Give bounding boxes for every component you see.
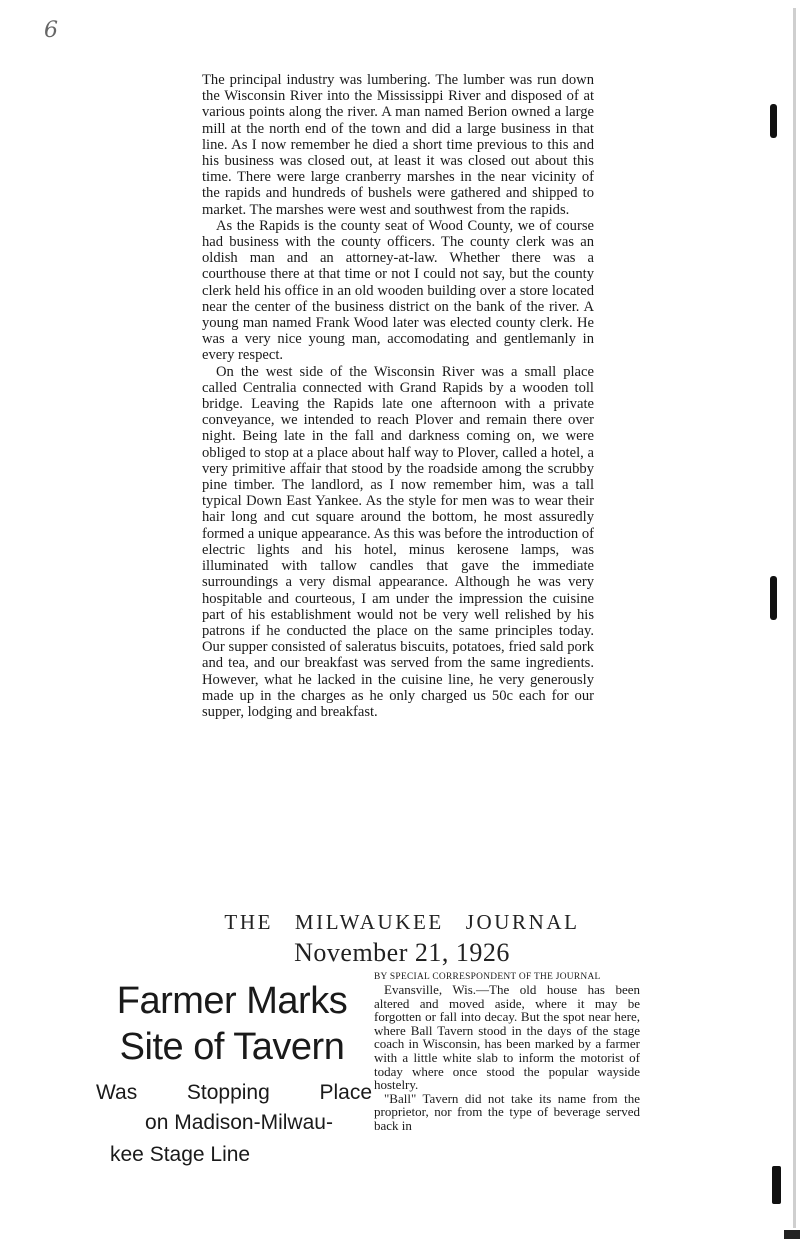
margin-mark	[770, 576, 777, 620]
deck-line: kee Stage Line	[110, 1143, 251, 1166]
scan-corner	[784, 1230, 800, 1239]
clipping-column	[374, 971, 640, 1133]
headline-line: Farmer Marks	[116, 980, 348, 1022]
page-number: 6	[44, 18, 58, 43]
clipping-paragraph: "Ball" Tavern did not take its name from the proprietor, nor from the type of beverage served back in	[374, 1090, 640, 1133]
deck-line: Was Stopping Place	[96, 1081, 372, 1104]
newspaper-date: November 21, 1926	[294, 938, 510, 967]
article-paragraph: On the west side of the Wisconsin River was a small place called Centralia connected with Grand Rapids by a wooden toll bridge. Leaving the Rapids late one afternoon with a private conveyance, we intended to reach Plover and remain there over night. Being late in the fall and darkness coming on, we were obliged to stop at a place about half way to Plover, called a hotel, a very primitive affair that stood by the roadside among the scrubby pine timber. The landlord, as I now remember him, was a tall typical Down East Yankee. As the style for men was to wear their hair long and cut square around the bottom, he most assuredly formed a unique appearance. As this was before the introduction of electric lights and his hotel, minus kerosene lamps, was illuminated with tallow candles that gave the immediate surroundings a very dismal appearance. Although he was very hospitable and courteous, I am under the impression the cuisine part of his establishment would not be very well relished by his patrons if he conducted the place on the same principles today. Our supper consisted of saleratus biscuits, potatoes, fried sald pork and tea, and our breakfast was served from the same ingredients. However, what he lacked in the cuisine line, he very generously made up in the charges as he only charged us 50c each for our supper, lodging and breakfast.	[202, 363, 594, 720]
margin-mark	[772, 1166, 781, 1204]
scan-edge	[793, 8, 796, 1228]
byline: BY SPECIAL CORRESPONDENT OF THE JOURNAL	[374, 972, 601, 982]
clipping-paragraph: Evansville, Wis.—The old house has been altered and moved aside, where it may be forgotten or fall into decay. But the spot near here, where Ball Tavern stood in the days of the stage coach in Wisconsin, has been marked by a farmer with a little white slab to inform the motorist of today where once stood the popular wayside hostelry.	[374, 982, 640, 1093]
deck-line: on Madison-Milwau-	[145, 1111, 333, 1134]
headline-line: Site of Tavern	[119, 1026, 345, 1068]
newspaper-masthead: THE MILWAUKEE JOURNAL	[224, 910, 580, 934]
memoir-article	[202, 72, 594, 720]
article-paragraph: As the Rapids is the county seat of Wood County, we of course had business with the county officers. The county clerk was an oldish man and an attorney-at-law. Whether there was a courthouse there at that time or not I could not say, but the county clerk held his office in an old wooden building over a store located near the center of the business district on the bank of the river. A young man named Frank Wood later was elected county clerk. He was a very nice young man, accomodating and gentlemanly in every respect.	[202, 217, 594, 364]
margin-mark	[770, 104, 777, 138]
article-paragraph: The principal industry was lumbering. The lumber was run down the Wisconsin River into the Mississippi River and disposed of at various points along the river. A man named Berion owned a large mill at the north end of the town and did a large business in that line. As I now remember he died a short time previous to this and his business was closed out, at least it was closed out about this time. There were large cranberry marshes in the near vicinity of the rapids and hundreds of bushels were gathered and shipped to market. The marshes were west and southwest from the rapids.	[202, 72, 594, 218]
